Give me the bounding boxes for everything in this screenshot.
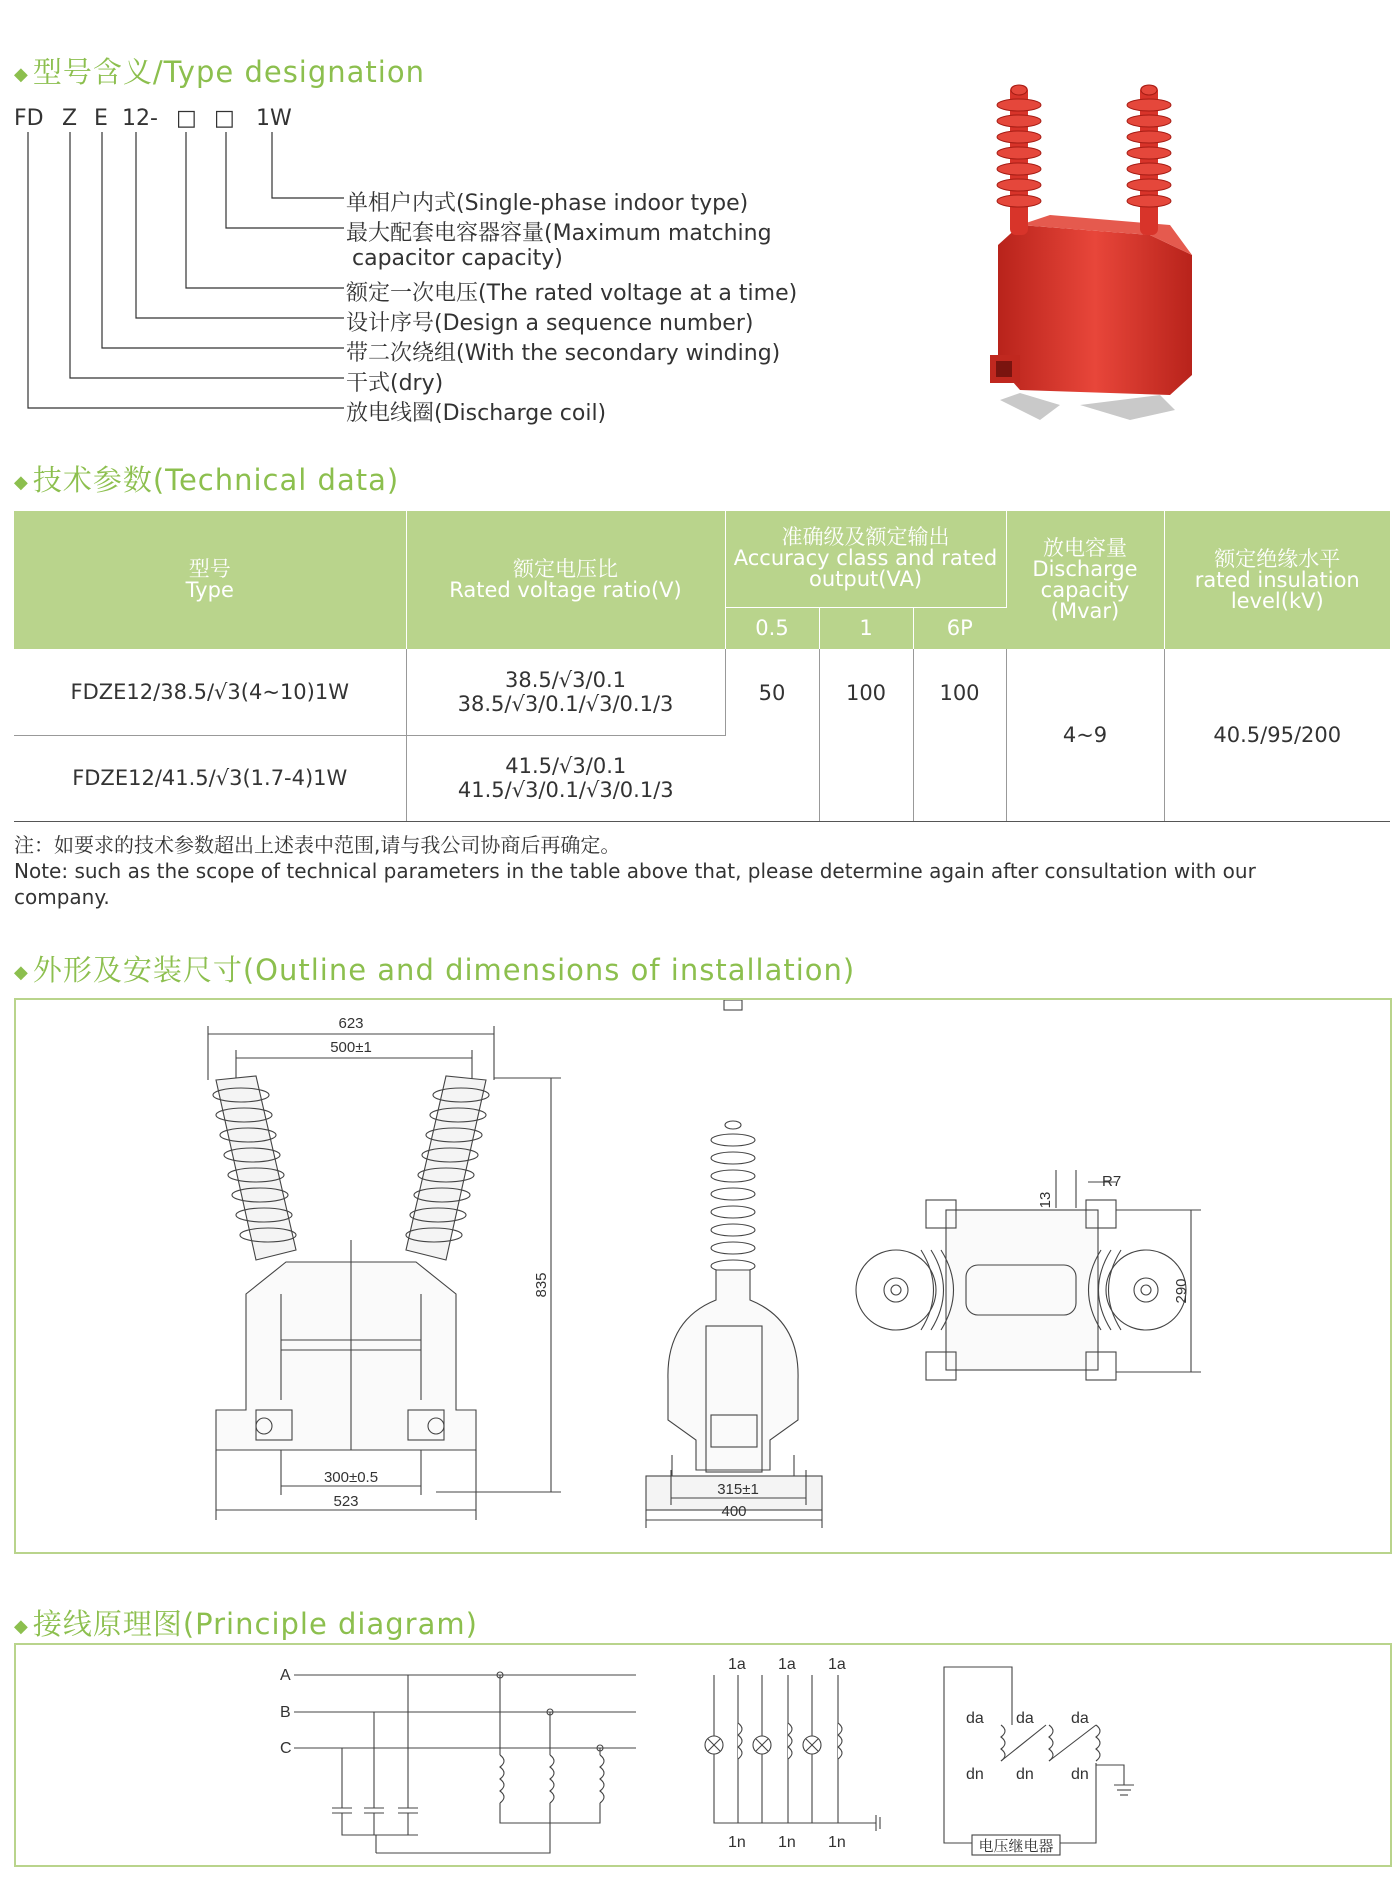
outline-drawing [16,1000,1390,1552]
code-part-capacity: □ [214,106,235,131]
dim-base-spacing: 300±0.5 [323,1469,379,1486]
product-photo [960,75,1220,435]
code-part-voltage: □ [176,106,197,131]
desc-design-sequence: 设计序号(Design a sequence number) [346,311,754,336]
header-insulation-level: 额定绝缘水平 rated insulation level(kV) [1164,511,1390,649]
terminal-1a-3: 1a [828,1656,846,1673]
phase-a: A [280,1667,291,1684]
output-0-5: 50 [725,649,819,821]
dim-base-width: 523 [333,1493,359,1510]
desc-discharge-coil: 放电线圈(Discharge coil) [346,401,607,426]
section-title-outline: ◆ 外形及安装尺寸(Outline and dimensions of installation) [14,953,856,987]
section-title-technical-data: ◆ 技术参数(Technical data) [14,463,400,497]
section-title-principle: ◆ 接线原理图(Principle diagram) [14,1607,478,1641]
code-part-e: E [94,106,108,131]
code-part-12: 12- [122,106,158,131]
terminal-dn-1: dn [966,1766,984,1783]
outline-box [14,998,1392,1554]
section-title-type-designation: ◆ 型号含义/Type designation [14,55,425,89]
header-discharge-capacity: 放电容量 Discharge capacity (Mvar) [1006,511,1164,649]
row-2-ratio: 41.5/√3/0.1 41.5/√3/0.1/√3/0.1/3 [406,735,725,821]
dim-radius: R7 [1102,1173,1122,1190]
header-class-1: 1 [819,607,913,649]
designation-leader-lines [0,128,350,418]
header-class-0-5: 0.5 [725,607,819,649]
dim-depth: 290 [1173,1278,1190,1304]
header-type: 型号 Type [14,511,406,649]
terminal-1n-1: 1n [728,1834,746,1851]
phase-c: C [280,1740,292,1757]
output-1: 100 [819,649,913,821]
row-2-type: FDZE12/41.5/√3(1.7-4)1W [14,735,406,821]
technical-data-table [14,511,1390,822]
dim-height: 835 [533,1272,550,1298]
desc-rated-voltage: 额定一次电压(The rated voltage at a time) [346,281,798,306]
header-class-6p: 6P [913,607,1006,649]
code-part-fd: FD [14,106,44,131]
desc-max-capacity-cont: capacitor capacity) [352,246,563,271]
terminal-da-1: da [966,1710,984,1727]
desc-max-capacity: 最大配套电容器容量(Maximum matching [346,221,772,246]
terminal-1a-1: 1a [728,1656,746,1673]
code-part-1w: 1W [256,106,292,131]
dim-side-spacing: 315±1 [717,1481,759,1498]
principle-box [14,1643,1392,1867]
note-en-1: Note: such as the scope of technical parameters in the table above that, please determine again after consultation with our [14,859,1256,883]
header-voltage-ratio: 额定电压比 Rated voltage ratio(V) [406,511,725,649]
dim-top-overall: 623 [338,1015,364,1032]
desc-secondary-winding: 带二次绕组(With the secondary winding) [346,341,781,366]
insulation-value: 40.5/95/200 [1164,649,1390,821]
desc-single-phase: 单相户内式(Single-phase indoor type) [346,191,749,216]
note-en-2: company. [14,885,110,909]
note-cn: 注：如要求的技术参数超出上述表中范围,请与我公司协商后再确定。 [14,833,621,857]
terminal-da-3: da [1071,1710,1089,1727]
discharge-value: 4~9 [1006,649,1164,821]
terminal-1a-2: 1a [778,1656,796,1673]
output-6p: 100 [913,649,1006,821]
phase-b: B [280,1704,291,1721]
terminal-1n-3: 1n [828,1834,846,1851]
dim-top-inner: 500±1 [330,1039,372,1056]
row-1-type: FDZE12/38.5/√3(4~10)1W [14,649,406,735]
desc-dry: 干式(dry) [346,371,444,396]
terminal-da-2: da [1016,1710,1034,1727]
terminal-dn-2: dn [1016,1766,1034,1783]
header-accuracy-class: 准确级及额定输出 Accuracy class and rated output(VA) [725,511,1006,607]
dim-offset: 13 [1037,1191,1054,1209]
code-part-z: Z [62,106,78,131]
principle-drawing [16,1645,1390,1865]
relay-label: 电压继电器 [978,1838,1054,1855]
terminal-dn-3: dn [1071,1766,1089,1783]
row-1-ratio: 38.5/√3/0.1 38.5/√3/0.1/√3/0.1/3 [406,649,725,735]
dim-side-width: 400 [721,1503,747,1520]
terminal-1n-2: 1n [778,1834,796,1851]
